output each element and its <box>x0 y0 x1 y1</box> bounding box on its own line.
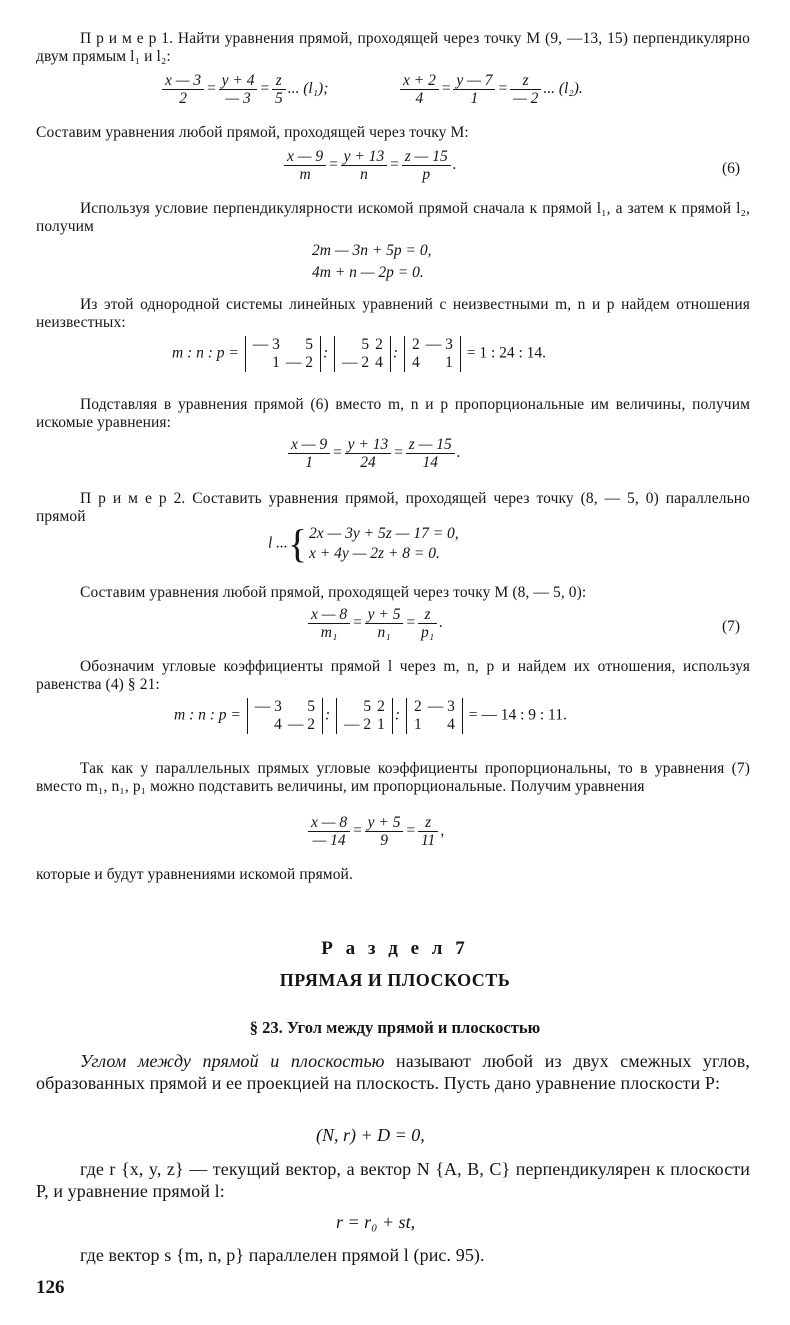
equation-number-7: (7) <box>722 618 741 635</box>
system1-eq1: 2m — 3n + 5p = 0, <box>312 242 432 259</box>
example1-result-equation: $\frac{x — 9}{1}$ = $\frac{y + 13}{24}$ = $\frac{z — 15}{14}$ . <box>286 436 461 471</box>
ratio-determinants-1: m : n : p = — 3 5 1 — 2 : 5 2 — 2 4 : 2 — 3 4 1 = 1 : 24 : 14. <box>172 336 547 371</box>
determinant-b: 5 2 — 2 4 <box>334 336 391 372</box>
example1-intro: П р и м е р 1. Найти уравнения прямой, проходящей через точку M (9, —13, 15) перпендикулярно двум прямым l₁ и l₂: <box>36 30 750 65</box>
vector-description: где r {x, y, z} — текущий вектор, а вектор N {A, B, C} перпендикулярен к плоскости P, и уравнение прямой l: <box>36 1159 750 1201</box>
determinant-a: — 3 5 1 — 2 <box>245 336 321 372</box>
example1-perpendicular-text: Используя условие перпендикулярности искомой прямой сначала к прямой l₁, а затем к прямой l₂, получим <box>36 200 750 235</box>
determinant-c: 2 — 3 1 4 <box>406 698 463 734</box>
direction-vector-text: где вектор s {m, n, p} параллелен прямой l (рис. 95). <box>80 1245 485 1265</box>
equation-6: $\frac{x — 9}{m}$ = $\frac{y + 13}{n}$ = $\frac{z — 15}{p}$ . <box>282 148 457 183</box>
example2-angular-text: Обозначим угловые коэффициенты прямой l через m, n, p и найдем их отношения, используя равенства (4) § 21: <box>36 658 750 693</box>
determinant-a: — 3 5 4 — 2 <box>247 698 323 734</box>
determinant-c: 2 — 3 4 1 <box>404 336 461 372</box>
line-vector-equation: r = r₀ + st, <box>336 1212 416 1232</box>
system1-eq2: 4m + n — 2p = 0. <box>312 264 424 281</box>
example2-intro: П р и м е р 2. Составить уравнения прямой, проходящей через точку (8, — 5, 0) параллельно прямой <box>36 490 750 525</box>
plane-equation: (N, r) + D = 0, <box>316 1125 425 1145</box>
example1-line-any: Составим уравнения любой прямой, проходящей через точку M: <box>36 124 469 141</box>
system2: l ...{ 2x — 3y + 5z — 17 = 0, x + 4y — 2z + 8 = 0. <box>268 521 459 566</box>
example2-parallel-text: Так как у параллельных прямых угловые коэффициенты пропорциональны, то в уравнения (7) вместо m₁, n₁, p₁ можно подставить величины, им пропорциональные. Получим уравнения <box>36 760 750 795</box>
equation-number-6: (6) <box>722 160 741 177</box>
ratio-determinants-2: m : n : p = — 3 5 4 — 2 : 5 2 — 2 1 : 2 — 3 1 4 = — 14 : 9 : 11. <box>174 698 567 733</box>
determinant-b: 5 2 — 2 1 <box>336 698 393 734</box>
section-title: Р а з д е л 7 <box>321 938 469 959</box>
equation-7: $\frac{x — 8}{\text{m₁}}$ = $\frac{y + 5}{\text{n₁}}$ = $\frac{z}{\text{p₁}}$ . <box>306 606 443 641</box>
line-l2-equation: $\frac{x + 2}{4}$ = $\frac{y — 7}{1}$ = $\frac{z}{— 2}$ ... (l₂). <box>398 72 583 107</box>
section-subtitle: ПРЯМАЯ И ПЛОСКОСТЬ <box>279 970 511 990</box>
example2-conclusion: которые и будут уравнениями искомой прямой. <box>36 866 353 883</box>
example1-homogeneous-text: Из этой однородной системы линейных уравнений с неизвестными m, n и p найдем отношения неизвестных: <box>36 296 750 331</box>
example2-result-equation: $\frac{x — 8}{— 14}$ = $\frac{y + 5}{9}$ = $\frac{z}{11}$ , <box>306 814 444 849</box>
definition-paragraph: Углом между прямой и плоскостью называют любой из двух смежных углов, образованных прямой и ее проекцией на плоскость. Пусть дано уравнение плоскости P: <box>36 1051 750 1093</box>
example2-line-any: Составим уравнения любой прямой, проходящей через точку M (8, — 5, 0): <box>80 584 587 601</box>
example1-substitution-text: Подставляя в уравнения прямой (6) вместо m, n и p пропорциональные им величины, получим искомые уравнения: <box>36 396 750 431</box>
paragraph-title: § 23. Угол между прямой и плоскостью <box>249 1018 541 1037</box>
line-l1-equation: $\frac{x — 3}{2}$ = $\frac{y + 4}{— 3}$ = $\frac{z}{5}$ ... (l₁); <box>160 72 328 107</box>
page-number: 126 <box>36 1277 65 1298</box>
